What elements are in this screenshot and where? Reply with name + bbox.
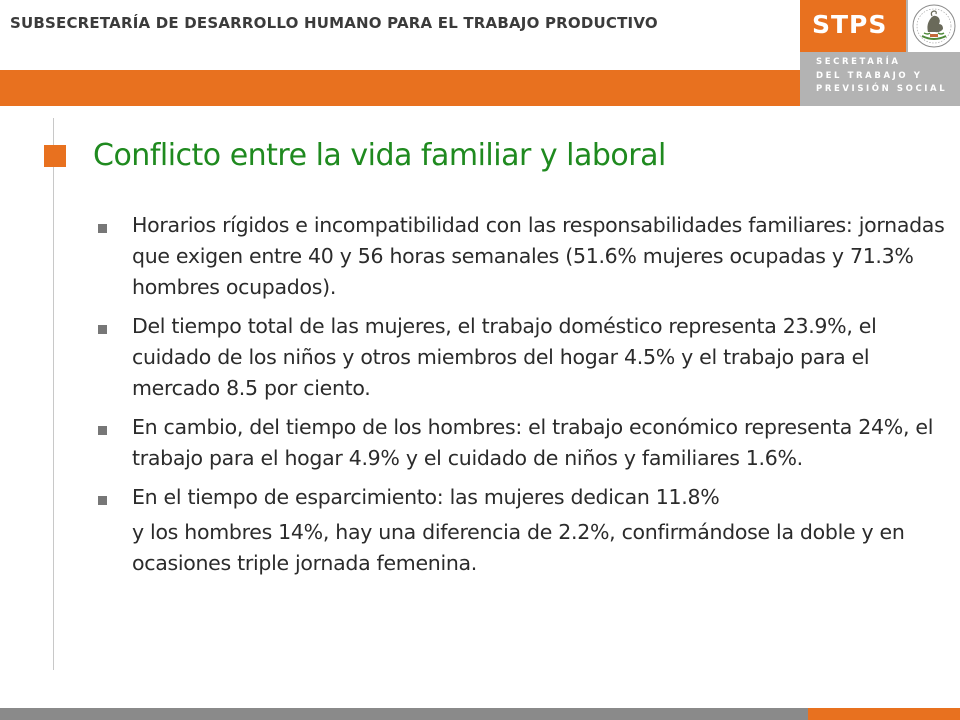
square-bullet-icon xyxy=(98,496,107,505)
ministry-line-2: DEL TRABAJO Y xyxy=(816,70,923,81)
ministry-name xyxy=(816,56,947,97)
footer-orange-band xyxy=(808,708,960,720)
title-accent-square xyxy=(44,145,66,167)
bullet-text: En cambio, del tiempo de los hombres: el trabajo económico representa 24%, el trabajo para el hogar 4.9% y el cuidado de niños y familiares 1.6%. xyxy=(132,415,934,470)
slide-title: Conflicto entre la vida familiar y laboral xyxy=(93,138,666,173)
bullet-item xyxy=(98,482,948,513)
footer-gray-band xyxy=(0,708,808,720)
bullet-text: En el tiempo de esparcimiento: las mujeres dedican 11.8% xyxy=(132,485,720,509)
bullet-text: Del tiempo total de las mujeres, el trabajo doméstico representa 23.9%, el cuidado de los niños y otros miembros del hogar 4.5% y el trabajo para el mercado 8.5 por ciento. xyxy=(132,314,877,400)
mexican-coat-of-arms-icon xyxy=(910,2,958,50)
bullet-item xyxy=(98,311,948,404)
ministry-line-3: PREVISIÓN SOCIAL xyxy=(816,84,948,94)
square-bullet-icon xyxy=(98,325,107,334)
bullet-item xyxy=(98,412,948,474)
stps-logo-text: STPS xyxy=(812,10,888,39)
square-bullet-icon xyxy=(98,426,107,435)
header-orange-band xyxy=(0,70,800,106)
stps-logo xyxy=(800,0,906,52)
bullet-item xyxy=(98,210,948,303)
bullet-continuation-text: y los hombres 14%, hay una diferencia de 2.2%, confirmándose la doble y en ocasiones triple jornada femenina. xyxy=(132,520,905,575)
left-divider-line xyxy=(53,118,54,670)
seal-container xyxy=(908,0,960,52)
header-subsecretaria: SUBSECRETARÍA DE DESARROLLO HUMANO PARA EL TRABAJO PRODUCTIVO xyxy=(10,14,658,32)
bullet-text: Horarios rígidos e incompatibilidad con las responsabilidades familiares: jornadas que exigen entre 40 y 56 horas semanales (51.6% mujeres ocupadas y 71.3% hombres ocupados). xyxy=(132,213,945,299)
ministry-line-1: SECRETARÍA xyxy=(816,57,901,67)
square-bullet-icon xyxy=(98,224,107,233)
bullet-list xyxy=(98,210,948,579)
